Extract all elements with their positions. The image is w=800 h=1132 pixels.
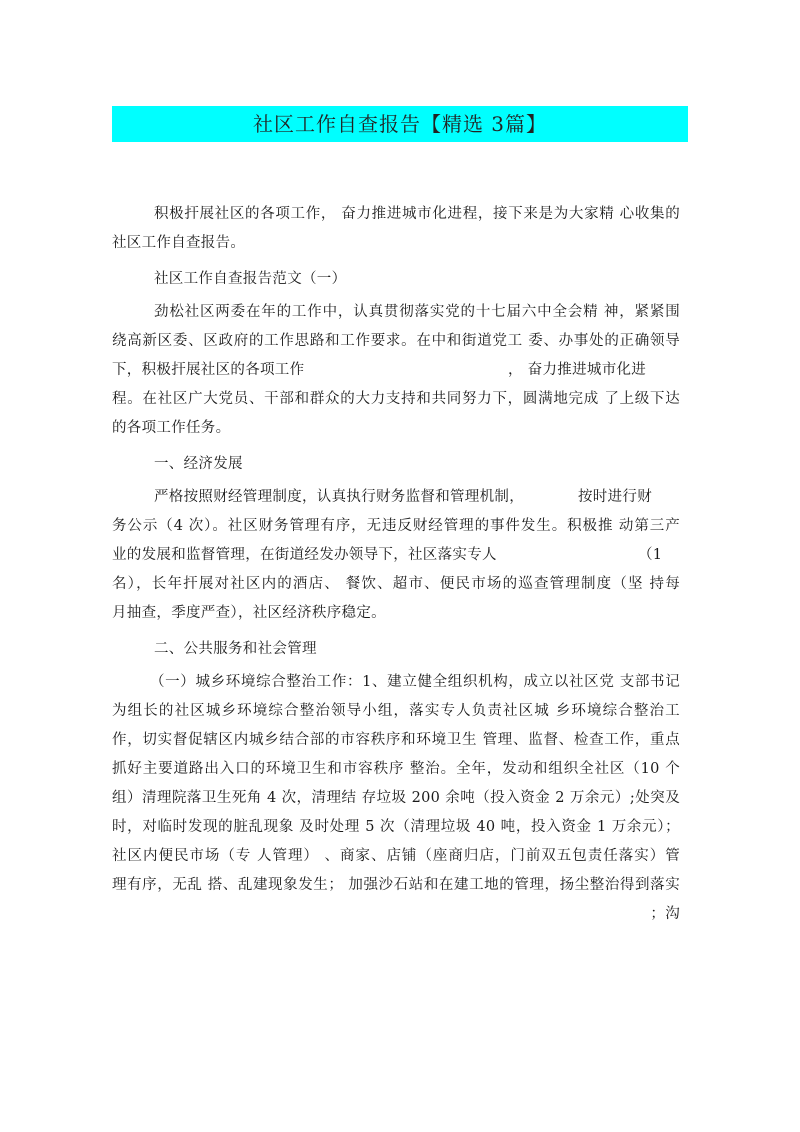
paragraph-1-line-3-right: ， 奋力推进城市化进 <box>508 362 647 378</box>
section-2-line-8: 理有序，无乱 搭、乱建现象发生； 加强沙石站和在建工地的管理，扬尘整治得到落实 <box>112 877 680 893</box>
document-title: 社区工作自查报告【精选 3篇】 <box>112 106 688 142</box>
section-1-line-1-right: 按时进行财 <box>578 489 652 505</box>
paragraph-1-line-1: 劲松社区两委在年的工作中，认真贯彻落实党的十七届六中全会精 神，紧紧围 <box>154 304 680 320</box>
section-1-line-4: 名），长年扞展对社区内的酒店、 餐饮、超市、便民市场的巡查管理制度（坚 持每 <box>112 576 680 592</box>
section-2-line-7: 社区内便民市场（专 人管理） 、商家、店铺（座商归店，门前双五包责任落实）管 <box>112 848 680 864</box>
section-1-heading: 一、经济发展 <box>154 456 243 472</box>
section-2-line-5: 组）清理院落卫生死角 4 次，清理结 存垃圾 200 余吨（投入资金 2 万余元）;处突及 <box>112 790 680 806</box>
paragraph-1-line-4: 程。在社区广大党员、干部和群众的大力支持和共同努力下，圆满地完成 了上级下达 <box>112 391 680 407</box>
paragraph-1-line-5: 的各项工作任务。 <box>112 420 231 436</box>
section-1-line-2: 务公示（4 次）。社区财务管理有序，无违反财经管理的事件发生。积极推 动第三产 <box>112 518 680 534</box>
paragraph-1-line-3-left: 下，积极扞展社区的各项工作 <box>112 362 305 378</box>
section-1-line-5: 月抽查，季度严查），社区经济秩序稳定。 <box>112 605 386 621</box>
intro-line-2: 社区工作自查报告。 <box>112 235 246 251</box>
paragraph-1-line-2: 绕高新区委、区政府的工作思路和工作要求。在中和街道党工 委、办事处的正确领导 <box>112 333 680 349</box>
section-2-line-6: 时，对临时发现的脏乱现象 及时处理 5 次（清理垃圾 40 吨，投入资金 1 万余元）； <box>112 819 680 835</box>
section-1-line-3 <box>112 541 680 570</box>
section-2-line-9: ；沟 <box>650 906 680 922</box>
paragraph-1-line-3 <box>112 356 680 385</box>
intro-line-1: 积极扞展社区的各项工作， 奋力推进城市化进程，接下来是为大家精 心收集的 <box>154 206 680 222</box>
section-1-line-3-left: 业的发展和监督管理，在街道经发办领导下，社区落实专人 <box>112 547 497 563</box>
document-body <box>112 200 680 929</box>
section-2-line-1: （一）城乡环境综合整治工作：1、建立健全组织机构，成立以社区党 支部书记 <box>150 674 680 690</box>
section-2-line-2: 为组长的社区城乡环境综合整治领导小组，落实专人负责社区城 乡环境综合整治工 <box>112 703 680 719</box>
section-2-line-3: 作，切实督促辖区内城乡结合部的市容秩序和环境卫生 管理、监督、检查工作，重点 <box>112 732 680 748</box>
sample-heading: 社区工作自查报告范文（一） <box>154 271 347 287</box>
section-2-heading: 二、公共服务和社会管理 <box>154 641 317 657</box>
section-2-line-4: 抓好主要道路出入口的环境卫生和市容秩序 整治。全年，发动和组织全社区（10 个 <box>112 761 680 777</box>
section-1-line-1-left: 严格按照财经管理制度，认真执行财务监督和管理机制， <box>154 489 524 505</box>
section-1-line-1 <box>112 483 680 512</box>
section-1-line-3-right: （1 <box>638 547 663 563</box>
